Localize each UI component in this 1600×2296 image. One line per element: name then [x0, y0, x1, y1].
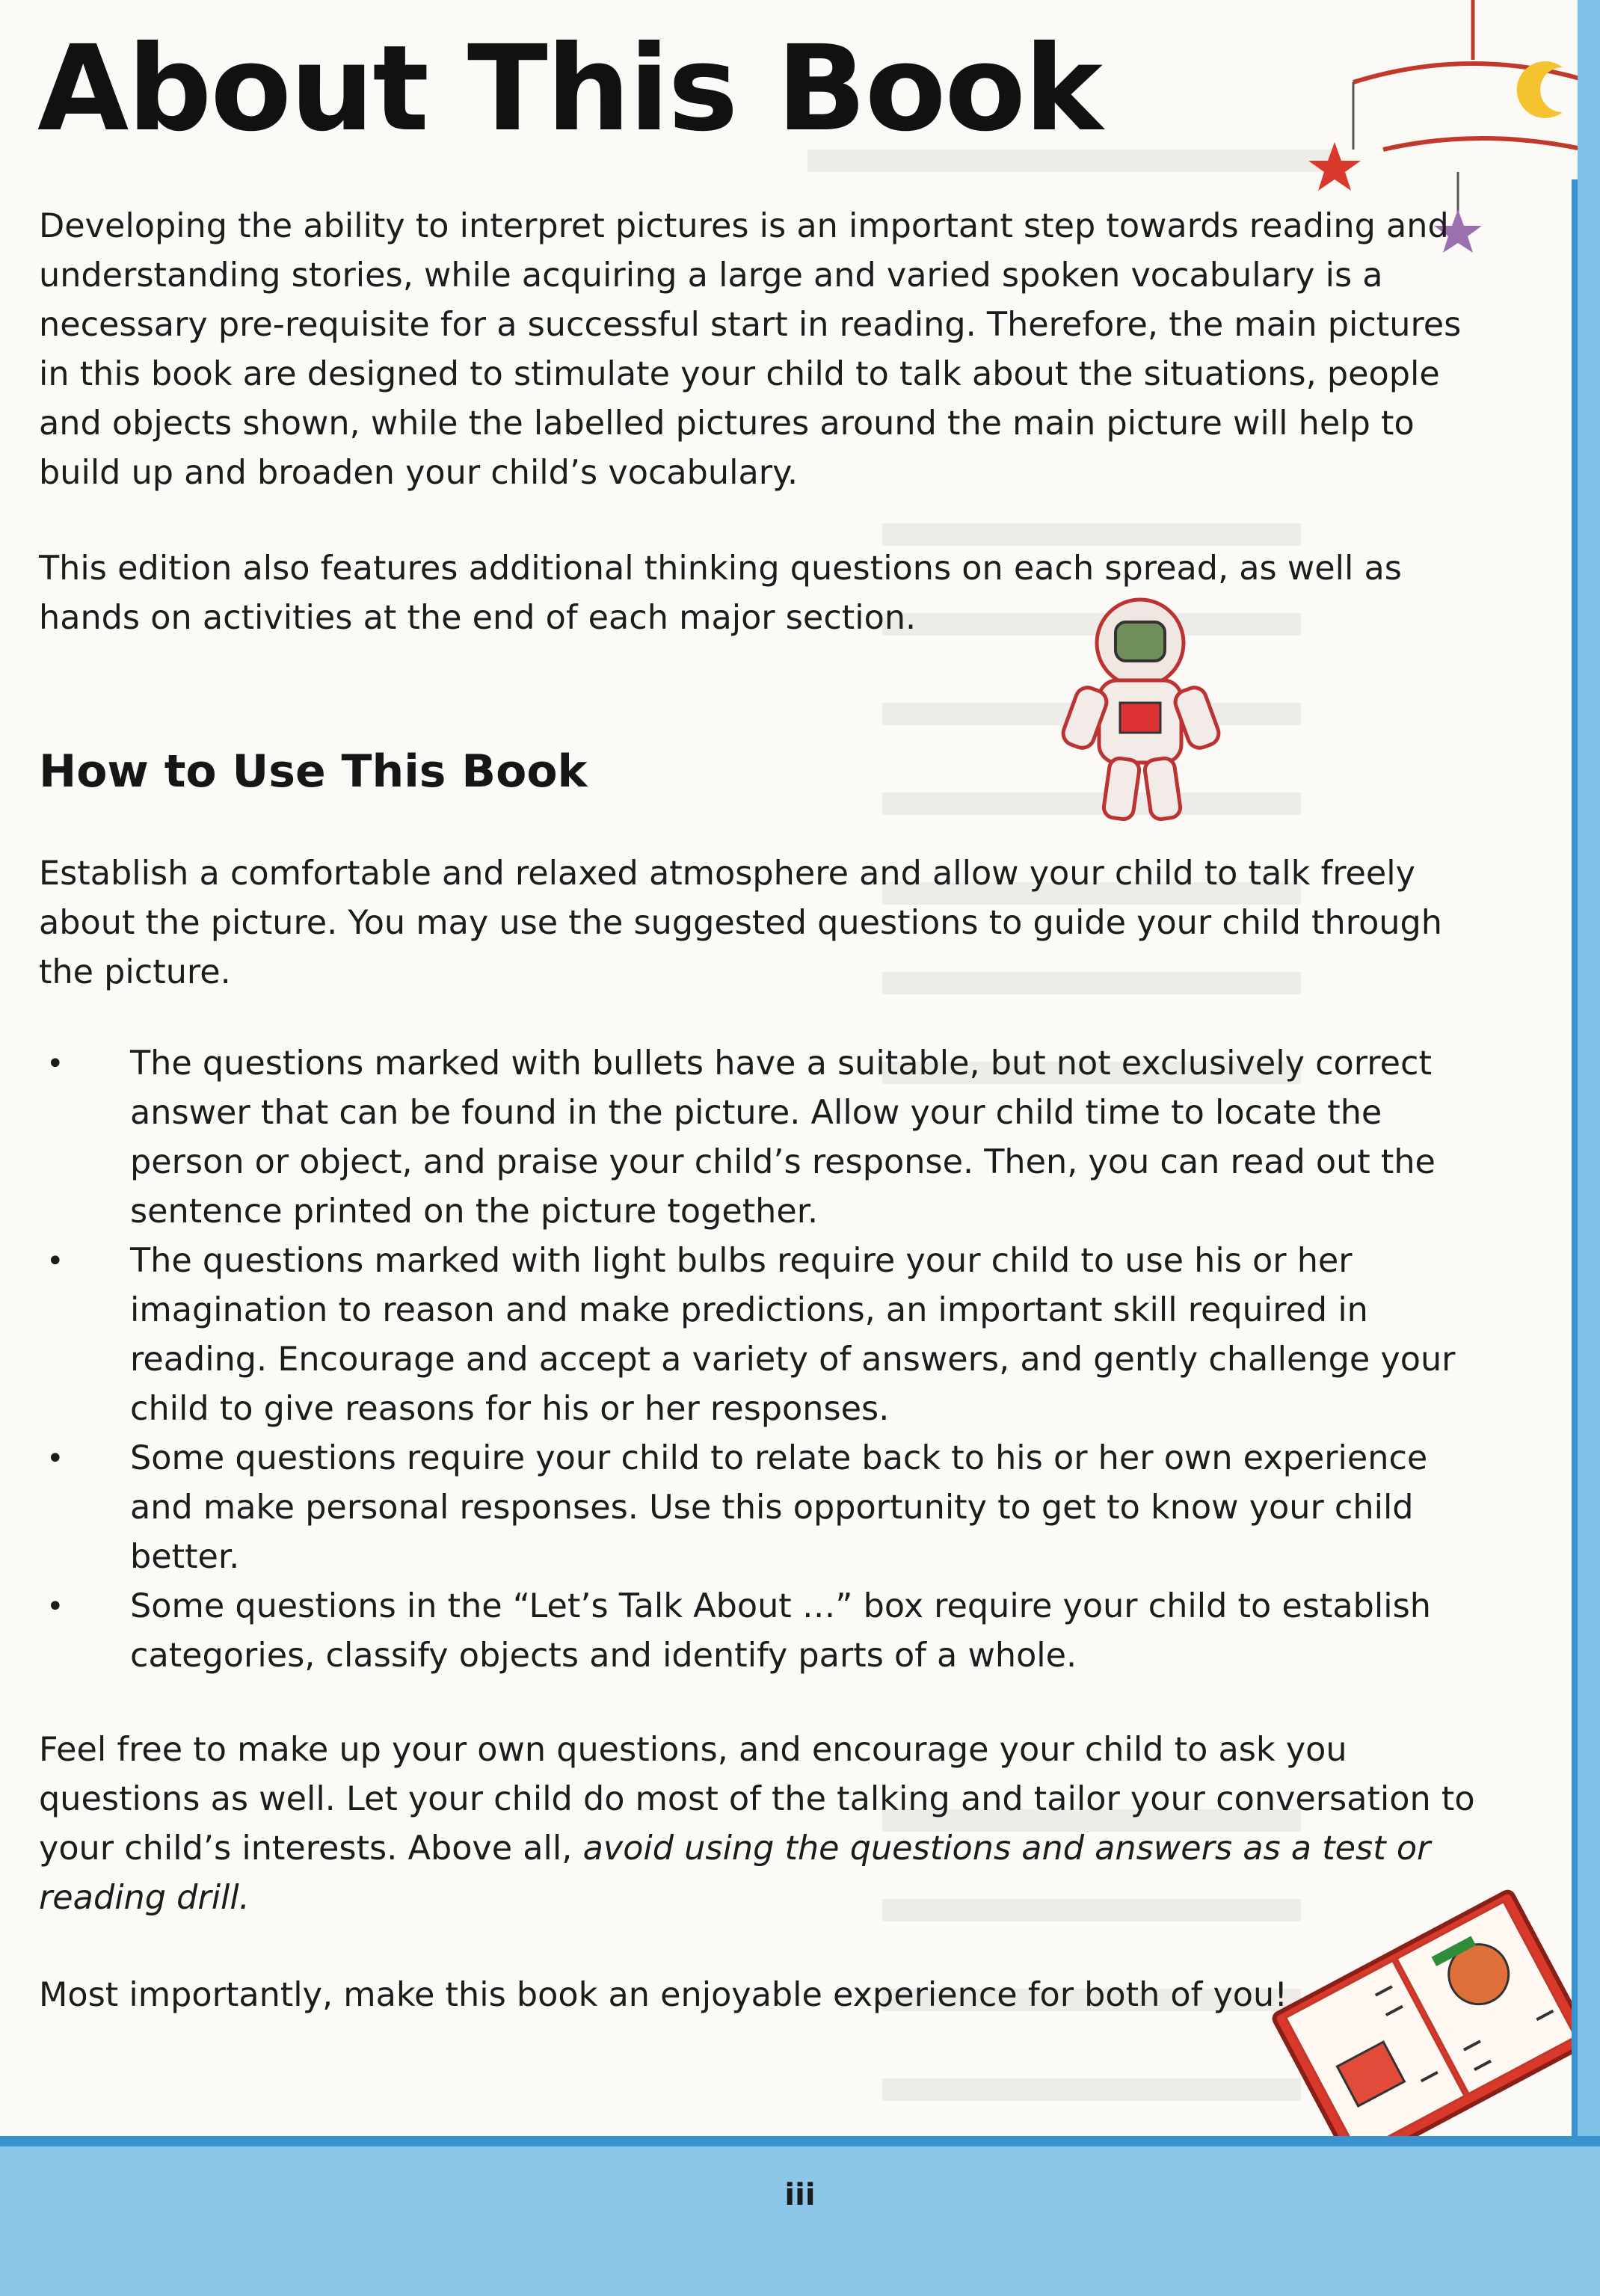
bullet-icon: • — [46, 1589, 64, 1624]
list-item-text: Some questions require your child to relate back to his or her own experience and make personal responses. Use this opportunity to get to know your child better. — [130, 1439, 1428, 1576]
closing-paragraph: Most importantly, make this book an enjoyable experience for both of you! — [39, 1976, 1288, 2014]
list-item — [39, 1237, 1482, 1434]
list-item-text: The questions marked with bullets have a suitable, but not exclusively correct answer that can be found in the picture. Allow your child time to locate the person or object, and praise your child’s response. Then, you can read out the sentence printed on the picture together. — [130, 1044, 1436, 1231]
body-text — [39, 202, 1482, 2020]
page-frame-edge-bottom — [0, 2136, 1600, 2146]
list-item — [39, 1434, 1482, 1582]
list-item — [39, 1039, 1482, 1237]
page-frame-right — [1578, 0, 1600, 2296]
page-frame-edge-right — [1572, 179, 1578, 2146]
section-heading: How to Use This Book — [39, 745, 588, 798]
establish-paragraph: Establish a comfortable and relaxed atmosphere and allow your child to talk freely about the picture. You may use the suggested questions to guide your child through the picture. — [39, 855, 1442, 991]
bullet-icon: • — [46, 1441, 64, 1476]
feel-free-paragraph — [39, 1726, 1482, 1923]
page-frame-bottom — [0, 2146, 1600, 2296]
bullet-list — [39, 1039, 1482, 1681]
intro-paragraph: Developing the ability to interpret pictures is an important step towards reading and understanding stories, while acquiring a large and varied spoken vocabulary is a necessary pre-requisite for a successful start in reading. Therefore, the main pictures in this book are designed to stimulate your child to talk about the situations, people and objects shown, while the labelled pictures around the main picture will help to build up and broaden your child’s vocabulary. — [39, 207, 1462, 492]
bullet-icon: • — [46, 1244, 64, 1278]
feel-free-text: Feel free to make up your own questions, and encourage your child to ask you questions as well. Let your child do most of the talking and tailor your conversation to your child’s interests. Above all, — [39, 1731, 1475, 1868]
list-item-text: Some questions in the “Let’s Talk About …” box require your child to establish categories, classify objects and identify parts of a whole. — [130, 1587, 1431, 1675]
edition-note: This edition also features additional thinking questions on each spread, as well as hands on activities at the end of each major section. — [39, 550, 1402, 637]
page-title: About This Book — [37, 20, 1102, 158]
list-item-text: The questions marked with light bulbs require your child to use his or her imagination to reason and make predictions, an important skill required in reading. Encourage and accept a variety of answers, and gently challenge your child to give reasons for his or her responses. — [130, 1242, 1456, 1428]
list-item — [39, 1582, 1482, 1681]
page-number: iii — [784, 2178, 816, 2212]
bullet-icon: • — [46, 1047, 64, 1081]
feel-free-emphasis: avoid using the questions and answers as a test or reading drill. — [39, 1829, 1431, 1917]
